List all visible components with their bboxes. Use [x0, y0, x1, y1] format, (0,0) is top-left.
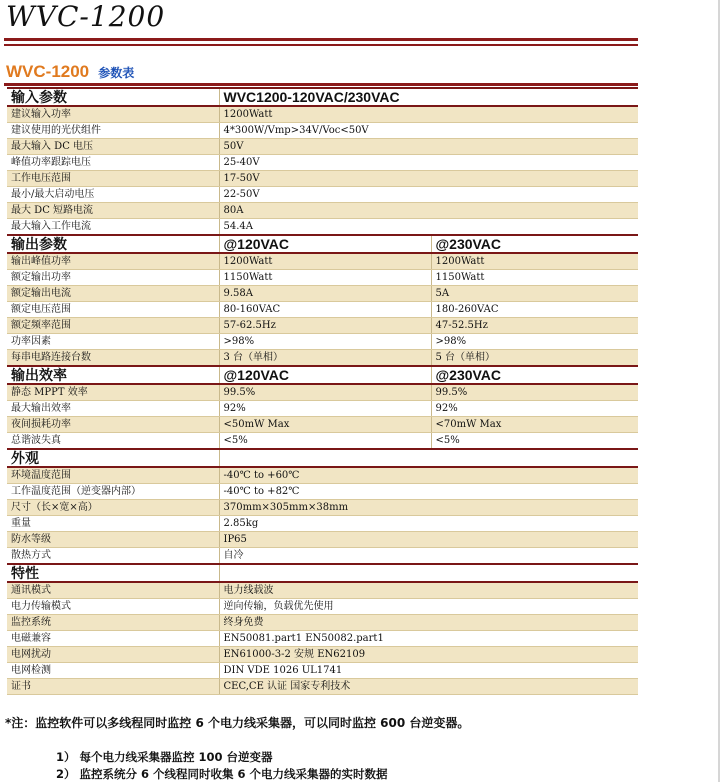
- section-title: 输出参数: [7, 235, 219, 253]
- row-value: 自冷: [219, 548, 638, 565]
- table-row: [7, 417, 638, 433]
- row-value: IP65: [219, 532, 638, 548]
- row-value: 50V: [219, 139, 638, 155]
- row-value-120vac: 3 台（单相）: [219, 350, 431, 367]
- table-row: [7, 302, 638, 318]
- table-row: [7, 187, 638, 203]
- section-header-row: [7, 88, 638, 106]
- row-value-230vac: 92%: [431, 401, 638, 417]
- section-header-row: [7, 366, 638, 384]
- subtitle-rule: [4, 83, 638, 86]
- row-value: 4*300W/Vmp>34V/Voc<50V: [219, 123, 638, 139]
- row-value: -40℃ to +82℃: [219, 484, 638, 500]
- table-row: [7, 203, 638, 219]
- row-label: 电力传输模式: [7, 599, 219, 615]
- table-row: [7, 467, 638, 484]
- table-row: [7, 484, 638, 500]
- row-value-230vac: <5%: [431, 433, 638, 450]
- row-value: 2.85kg: [219, 516, 638, 532]
- row-value-230vac: >98%: [431, 334, 638, 350]
- section-title: 输出效率: [7, 366, 219, 384]
- row-label: 额定输出电流: [7, 286, 219, 302]
- row-label: 通讯模式: [7, 582, 219, 599]
- row-value-230vac: 99.5%: [431, 384, 638, 401]
- row-value-120vac: 1200Watt: [219, 253, 431, 270]
- table-row: [7, 500, 638, 516]
- row-label: 证书: [7, 679, 219, 695]
- table-row: [7, 286, 638, 302]
- row-value: 25-40V: [219, 155, 638, 171]
- row-value: 54.4A: [219, 219, 638, 236]
- row-value: EN61000-3-2 安规 EN62109: [219, 647, 638, 663]
- table-row: [7, 631, 638, 647]
- footnote: *注：监控软件可以多线程同时监控 6 个电力线采集器，可以同时监控 600 台逆变器。: [5, 716, 470, 730]
- row-label: 输出峰值功率: [7, 253, 219, 270]
- row-label: 电磁兼容: [7, 631, 219, 647]
- row-value-120vac: 1150Watt: [219, 270, 431, 286]
- table-row: [7, 532, 638, 548]
- row-value-120vac: 57-62.5Hz: [219, 318, 431, 334]
- row-value: 电力线载波: [219, 582, 638, 599]
- row-value-120vac: 80-160VAC: [219, 302, 431, 318]
- row-value-230vac: 1150Watt: [431, 270, 638, 286]
- row-label: 夜间损耗功率: [7, 417, 219, 433]
- row-value: -40℃ to +60℃: [219, 467, 638, 484]
- section-header-row: [7, 449, 638, 467]
- table-row: [7, 516, 638, 532]
- table-row: [7, 123, 638, 139]
- row-value: CEC,CE 认证 国家专利技术: [219, 679, 638, 695]
- title-rule-bottom: [4, 44, 638, 46]
- row-label: 建议输入功率: [7, 106, 219, 123]
- table-row: [7, 679, 638, 695]
- row-label: 建议使用的光伏组件: [7, 123, 219, 139]
- table-row: [7, 318, 638, 334]
- row-label: 重量: [7, 516, 219, 532]
- table-row: [7, 219, 638, 236]
- section-spacer: [219, 564, 638, 582]
- row-label: 尺寸（长×宽×高）: [7, 500, 219, 516]
- note-item-1: 1） 每个电力线采集器监控 100 台逆变器: [56, 750, 273, 764]
- section-title: 输入参数: [7, 88, 219, 106]
- row-label: 额定输出功率: [7, 270, 219, 286]
- row-label: 电网检测: [7, 663, 219, 679]
- row-label: 散热方式: [7, 548, 219, 565]
- column-header: @230VAC: [431, 366, 638, 384]
- subtitle: [6, 62, 134, 82]
- row-label: 最大 DC 短路电流: [7, 203, 219, 219]
- column-header: @120VAC: [219, 235, 431, 253]
- table-row: [7, 433, 638, 450]
- row-label: 额定电压范围: [7, 302, 219, 318]
- row-label: 功率因素: [7, 334, 219, 350]
- table-row: [7, 253, 638, 270]
- row-label: 总谐波失真: [7, 433, 219, 450]
- table-row: [7, 401, 638, 417]
- table-row: [7, 384, 638, 401]
- row-label: 工作电压范围: [7, 171, 219, 187]
- row-label: 电网扰动: [7, 647, 219, 663]
- table-row: [7, 334, 638, 350]
- row-value: 1200Watt: [219, 106, 638, 123]
- row-value-120vac: 9.58A: [219, 286, 431, 302]
- table-row: [7, 582, 638, 599]
- title-rule-top: [4, 38, 638, 41]
- row-label: 每串电路连接台数: [7, 350, 219, 367]
- row-value: EN50081.part1 EN50082.part1: [219, 631, 638, 647]
- row-label: 防水等级: [7, 532, 219, 548]
- row-value: 370mm×305mm×38mm: [219, 500, 638, 516]
- row-value-120vac: >98%: [219, 334, 431, 350]
- table-row: [7, 139, 638, 155]
- column-header: @230VAC: [431, 235, 638, 253]
- row-value-120vac: <50mW Max: [219, 417, 431, 433]
- section-header-row: [7, 235, 638, 253]
- table-row: [7, 155, 638, 171]
- row-value-120vac: 92%: [219, 401, 431, 417]
- row-value-230vac: 5 台（单相）: [431, 350, 638, 367]
- row-value-230vac: 180-260VAC: [431, 302, 638, 318]
- table-row: [7, 663, 638, 679]
- row-label: 最大输入工作电流: [7, 219, 219, 236]
- row-label: 工作温度范围（逆变器内部）: [7, 484, 219, 500]
- spec-table: [7, 87, 638, 695]
- row-label: 环境温度范围: [7, 467, 219, 484]
- column-header: WVC1200-120VAC/230VAC: [219, 88, 638, 106]
- row-value-120vac: 99.5%: [219, 384, 431, 401]
- document-title: WVC-1200: [6, 0, 166, 33]
- section-spacer: [219, 449, 638, 467]
- section-header-row: [7, 564, 638, 582]
- table-row: [7, 171, 638, 187]
- table-row: [7, 615, 638, 631]
- row-value-120vac: <5%: [219, 433, 431, 450]
- table-row: [7, 350, 638, 367]
- subtitle-params: 参数表: [98, 66, 135, 80]
- row-label: 最大输入 DC 电压: [7, 139, 219, 155]
- row-label: 最大输出效率: [7, 401, 219, 417]
- row-label: 峰值功率跟踪电压: [7, 155, 219, 171]
- row-value: 17-50V: [219, 171, 638, 187]
- note-item-2: 2） 监控系统分 6 个线程同时收集 6 个电力线采集器的实时数据: [56, 767, 388, 781]
- row-value: 终身免费: [219, 615, 638, 631]
- row-value: DIN VDE 1026 UL1741: [219, 663, 638, 679]
- table-row: [7, 106, 638, 123]
- row-label: 监控系统: [7, 615, 219, 631]
- table-row: [7, 647, 638, 663]
- row-value-230vac: 5A: [431, 286, 638, 302]
- row-value: 22-50V: [219, 187, 638, 203]
- row-value: 逆向传输，负载优先使用: [219, 599, 638, 615]
- column-header: @120VAC: [219, 366, 431, 384]
- row-value-230vac: 1200Watt: [431, 253, 638, 270]
- section-title: 外观: [7, 449, 219, 467]
- row-label: 最小/最大启动电压: [7, 187, 219, 203]
- row-label: 静态 MPPT 效率: [7, 384, 219, 401]
- table-row: [7, 270, 638, 286]
- row-value: 80A: [219, 203, 638, 219]
- row-label: 额定频率范围: [7, 318, 219, 334]
- row-value-230vac: 47-52.5Hz: [431, 318, 638, 334]
- section-title: 特性: [7, 564, 219, 582]
- subtitle-model: WVC-1200: [6, 62, 90, 81]
- table-row: [7, 599, 638, 615]
- row-value-230vac: <70mW Max: [431, 417, 638, 433]
- table-row: [7, 548, 638, 565]
